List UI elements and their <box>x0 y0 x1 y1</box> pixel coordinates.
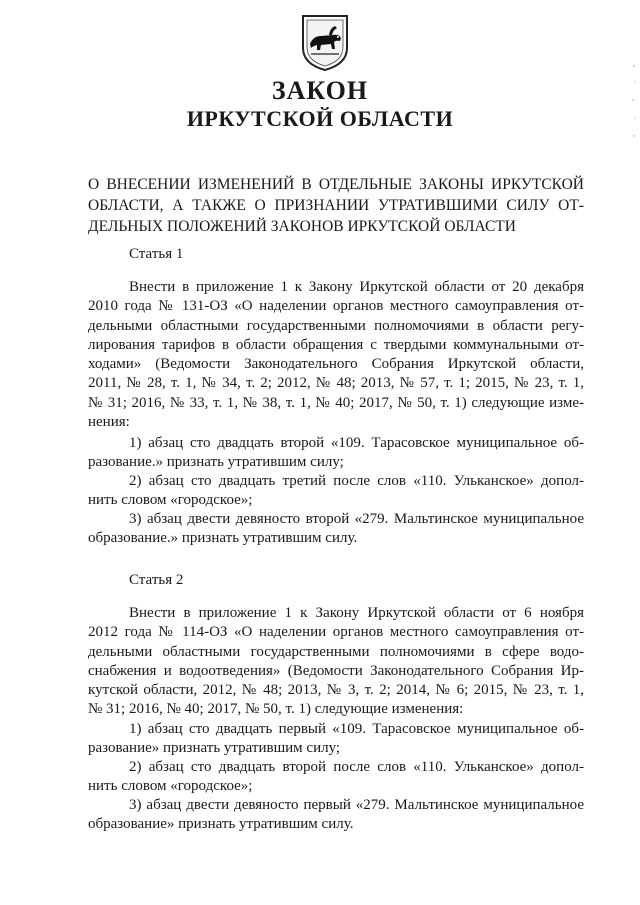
law-title: ЗАКОН <box>271 76 369 105</box>
paragraph-line: нить словом «городское»; <box>88 778 253 795</box>
law-region-title: ИРКУТСКОЙ ОБЛАСТИ <box>186 106 454 131</box>
paragraph-line: 1) абзац сто двадцать первый «109. Тарасовское муниципальное об- <box>129 721 584 737</box>
article-1-item-3 <box>88 510 584 549</box>
article-2-item-1 <box>88 720 584 759</box>
article-2-item-3 <box>88 796 584 835</box>
paragraph-line: Внести в приложение 1 к Закону Иркутской области от 6 ноября <box>129 605 584 621</box>
paragraph-line: кутской области, 2012, № 48; 2013, № 3, т. 2; 2014, № 6; 2015, № 23, т. 1, <box>88 682 584 699</box>
paragraph-line: 2011, № 28, т. 1, № 34, т. 2; 2012, № 48; 2013, № 57, т. 1; 2015, № 23, т. 1, <box>88 375 584 392</box>
paragraph-line: 1) абзац сто двадцать второй «109. Тарасовское муниципальное об- <box>129 435 584 451</box>
law-subject <box>88 174 584 237</box>
paragraph-line: разование.» признать утратившим силу; <box>88 454 344 471</box>
paragraph-line: разование» признать утратившим силу; <box>88 740 341 757</box>
article-2-heading: Статья 2 <box>129 572 184 588</box>
paragraph-line: ходами» (Ведомости Законодательного Собрания Иркутской области, <box>88 356 584 373</box>
paragraph-line: образование.» признать утратившим силу. <box>88 530 358 547</box>
paragraph-line: 2) абзац сто двадцать второй после слов «110. Ульканское» допол- <box>129 759 584 775</box>
article-1-item-1 <box>88 434 584 473</box>
paragraph-line: № 31; 2016, № 40; 2017, № 50, т. 1) следующие изменения: <box>88 701 464 718</box>
scan-margin-marks <box>630 60 638 150</box>
paragraph-line: нения: <box>88 414 130 431</box>
paragraph-line: образование» признать утратившим силу. <box>88 816 354 833</box>
paragraph-line: снабжения и водоотведения» (Ведомости Законодательного Собрания Ир- <box>88 662 584 679</box>
article-1-item-2 <box>88 472 584 511</box>
coat-of-arms-icon <box>299 14 351 72</box>
paragraph-line: 2010 года № 131-ОЗ «О наделении органов местного самоуправления от- <box>88 298 584 315</box>
article-2-intro <box>88 604 584 720</box>
article-2-item-2 <box>88 758 584 797</box>
paragraph-line: дельными областными государственными полномочиями в сфере водо- <box>88 643 584 660</box>
law-subject-line: О ВНЕСЕНИИ ИЗМЕНЕНИЙ В ОТДЕЛЬНЫЕ ЗАКОНЫ ИРКУТСКОЙ <box>88 176 584 193</box>
paragraph-line: 3) абзац двести девяносто второй «279. Мальтинское муниципальное <box>129 511 584 527</box>
article-1-intro <box>88 278 584 432</box>
paragraph-line: нить словом «городское»; <box>88 492 253 509</box>
paragraph-line: № 31; 2016, № 33, т. 1, № 38, т. 1, № 40; 2017, № 50, т. 1) следующие изме- <box>88 394 584 411</box>
law-subject-line: ДЕЛЬНЫХ ПОЛОЖЕНИЙ ЗАКОНОВ ИРКУТСКОЙ ОБЛАСТИ <box>88 218 516 235</box>
paragraph-line: 3) абзац двести девяносто первый «279. Мальтинское муниципальное <box>129 797 584 813</box>
paragraph-line: 2) абзац сто двадцать третий после слов «110. Ульканское» допол- <box>129 473 584 489</box>
article-1-heading: Статья 1 <box>129 246 184 262</box>
paragraph-line: Внести в приложение 1 к Закону Иркутской области от 20 декабря <box>129 279 584 295</box>
paragraph-line: дельными областными государственными полномочиями в области регу- <box>88 317 584 334</box>
law-subject-line: ОБЛАСТИ, А ТАКЖЕ О ПРИЗНАНИИ УТРАТИВШИМИ СИЛУ ОТ- <box>88 197 584 214</box>
paragraph-line: лирования тарифов в области обращения с твердыми коммунальными от- <box>88 336 584 353</box>
paragraph-line: 2012 года № 114-ОЗ «О наделении органов местного самоуправления от- <box>88 624 584 641</box>
